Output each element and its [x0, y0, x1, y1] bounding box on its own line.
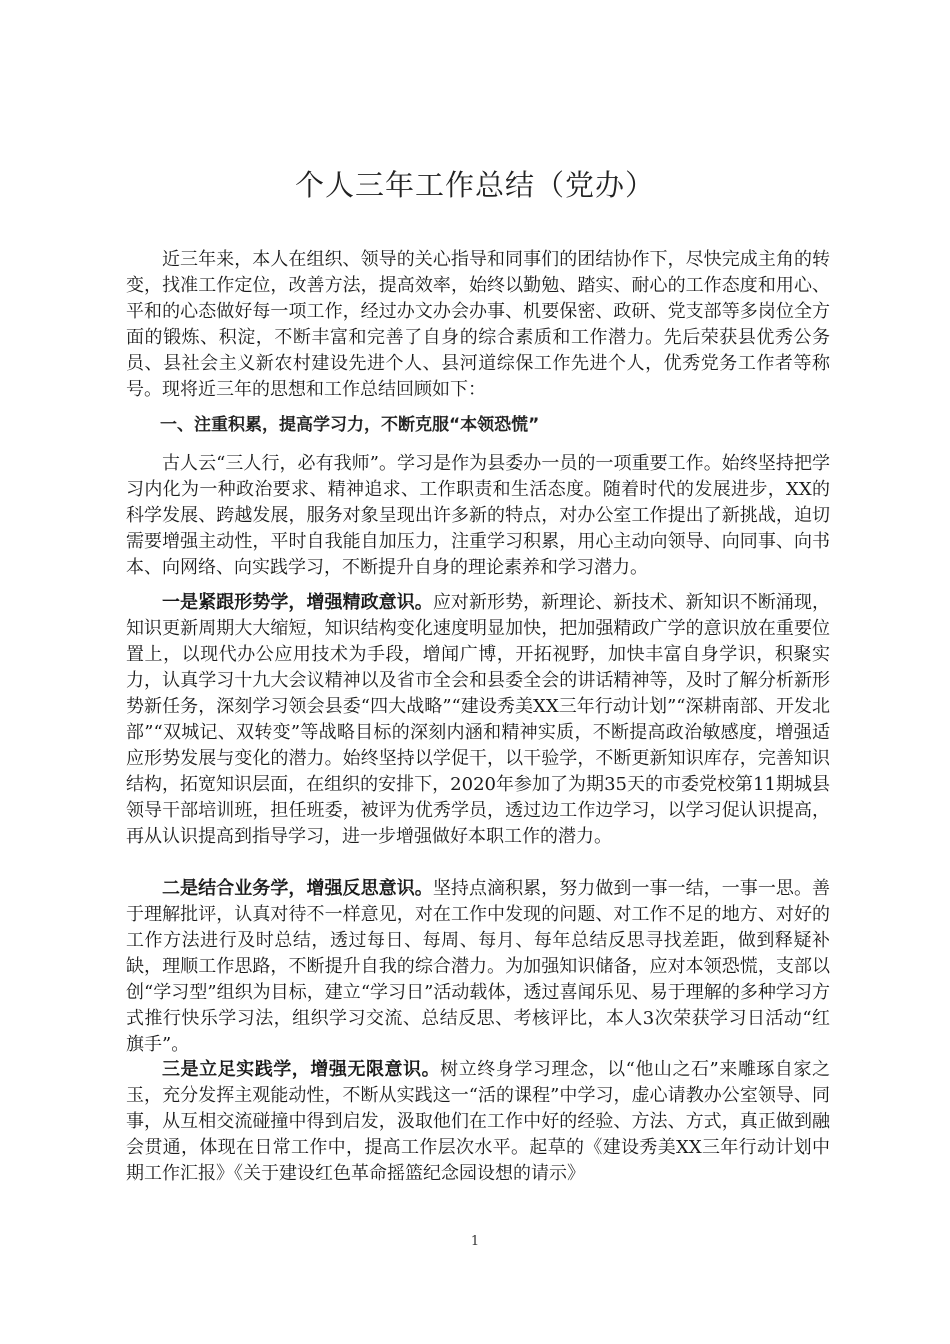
- page-number: 1: [470, 1234, 480, 1249]
- point-one-lead: 一是紧跟形势学，增强精政意识。: [162, 592, 433, 613]
- point-three-text: 树立终身学习理念，以“他山之石”来雕琢自家之玉，充分发挥主观能动性，不断从实践这一“活的课程”中学习，虚心请教办公室领导、同事，从互相交流碰撞中得到启发，汲取他们在工作中好的经验、方法、方式，真正做到融会贯通，体现在日常工作中，提高工作层次水平。起草的《建设秀美XX三年行动计划中期工作汇报》《关于建设红色革命摇篮纪念园设想的请示》: [126, 1059, 831, 1184]
- point-two-text: 坚持点滴积累，努力做到一事一结，一事一思。善于理解批评，认真对待不一样意见，对在工作中发现的问题、对工作不足的地方、对好的工作方法进行及时总结，透过每日、每周、每月、每年总结反思寻找差距，做到释疑补缺，理顺工作思路，不断提升自我的综合潜力。为加强知识储备，应对本领恐慌，支部以创“学习型”组织为目标，建立“学习日”活动载体，透过喜闻乐见、易于理解的多种学习方式推行快乐学习法，组织学习交流、总结反思、考核评比，本人3次荣获学习日活动“红旗手”。: [126, 878, 831, 1055]
- intro-paragraph: 近三年来，本人在组织、领导的关心指导和同事们的团结协作下，尽快完成主角的转变，找准工作定位，改善方法，提高效率，始终以勤勉、踏实、耐心的工作态度和用心、平和的心态做好每一项工作，经过办文办会办事、机要保密、政研、党支部等多岗位全方面的锻炼、积淀，不断丰富和完善了自身的综合素质和工作潜力。先后荣获县优秀公务员、县社会主义新农村建设先进个人、县河道综保工作先进个人，优秀党务工作者等称号。现将近三年的思想和工作总结回顾如下：: [126, 249, 830, 400]
- document-title: 个人三年工作总结（党办）: [294, 168, 655, 202]
- section-heading: 一、注重积累，提高学习力，不断克服“本领恐慌”: [160, 415, 540, 435]
- point-three-paragraph: [126, 1057, 830, 1187]
- point-one-text: 应对新形势，新理论、新技术、新知识不断涌现，知识更新周期大大缩短，知识结构变化速度明显加快，把加强精政广学的意识放在重要位置上，以现代办公应用技术为手段，增闻广博，开拓视野，加快丰富自身学识，积聚实力，认真学习十九大会议精神以及省市全会和县委全会的讲话精神等，及时了解分析新形势新任务，深刻学习领会县委“四大战略”“建设秀美XX三年行动计划”“深耕南部、开发北部”“双城记、双转变”等战略目标的深刻内涵和精神实质，不断提高政治敏感度，增强适应形势发展与变化的潜力。始终坚持以学促干，以干验学，不断更新知识库存，完善知识结构，拓宽知识层面，在组织的安排下，2020年参加了为期35天的市委党校第11期城县领导干部培训班，担任班委，被评为优秀学员，透过边工作边学习，以学习促认识提高，再从认识提高到指导学习，进一步增强做好本职工作的潜力。: [126, 592, 831, 847]
- point-two-lead: 二是结合业务学，增强反思意识。: [162, 878, 433, 899]
- section-paragraph: 古人云“三人行，必有我师”。学习是作为县委办一员的一项重要工作。始终坚持把学习内化为一种政治要求、精神追求、工作职责和生活态度。随着时代的发展进步，XX的科学发展、跨越发展，服务对象呈现出许多新的特点，对办公室工作提出了新挑战，迫切需要增强主动性，平时自我能自加压力，注重学习积累，用心主动向领导、向同事、向书本、向网络、向实践学习，不断提升自身的理论素养和学习潜力。: [126, 453, 830, 578]
- point-two-paragraph: [126, 876, 830, 1058]
- point-one-paragraph: [126, 590, 830, 850]
- point-three-lead: 三是立足实践学，增强无限意识。: [162, 1059, 441, 1080]
